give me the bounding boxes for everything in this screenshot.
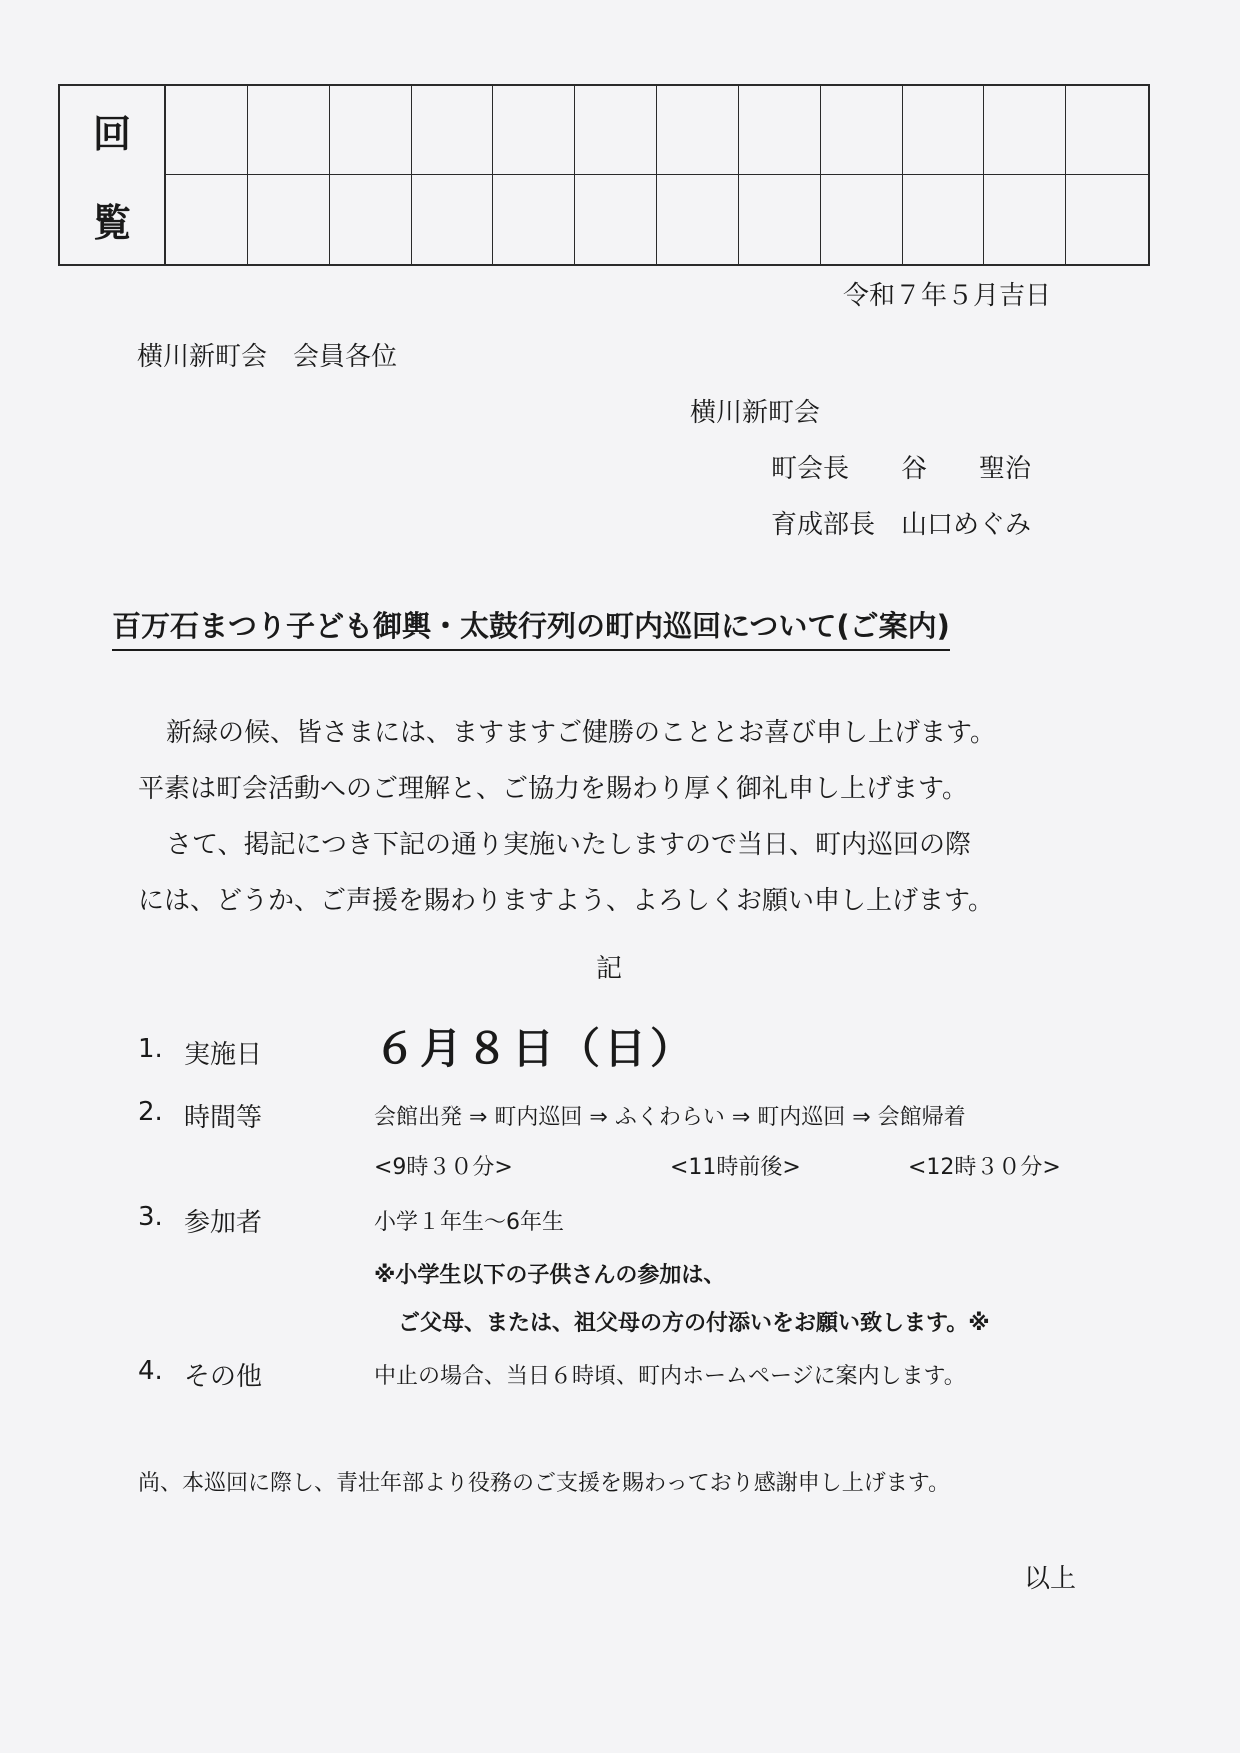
- other-info: 中止の場合、当日６時頃、町内ホームページに案内します。: [374, 1364, 966, 1389]
- time-midpoint: <11時前後>: [670, 1155, 801, 1180]
- stamp-cell: [248, 86, 330, 175]
- item-3-label: 参加者: [184, 1208, 263, 1238]
- stamp-cell: [493, 175, 575, 264]
- stamp-cell: [575, 175, 657, 264]
- sender-chairman: 町会長 谷 聖治: [771, 454, 1032, 484]
- sender-director: 育成部長 山口めぐみ: [771, 510, 1032, 540]
- body-line-4: には、どうか、ご声援を賜わりますよう、よろしくお願い申し上げます。: [138, 886, 994, 916]
- circulation-label-bottom: 覧: [92, 201, 131, 245]
- item-2-label: 時間等: [184, 1103, 263, 1133]
- issue-date: 令和７年５月吉日: [843, 281, 1052, 311]
- stamp-cell: [412, 175, 494, 264]
- closing: 以上: [1024, 1564, 1077, 1594]
- item-4-label: その他: [184, 1362, 263, 1392]
- stamp-cell: [984, 86, 1066, 175]
- stamp-cell: [1066, 86, 1148, 175]
- participants-note-2: ご父母、または、祖父母の方の付添いをお願い致します。※: [398, 1311, 990, 1336]
- circulation-label-top: 回: [92, 112, 131, 156]
- stamp-cell: [1066, 175, 1148, 264]
- circulation-label: [60, 86, 166, 264]
- stamp-cell: [330, 175, 412, 264]
- event-date: ６月８日（日）: [374, 1024, 697, 1073]
- stamp-cell: [903, 175, 985, 264]
- item-4-number: 4.: [138, 1356, 163, 1386]
- ki-heading: 記: [596, 954, 623, 984]
- stamp-cell: [821, 175, 903, 264]
- circulation-stamp-grid: [58, 84, 1150, 266]
- body-line-1: 新緑の候、皆さまには、ますますご健勝のこととお喜び申し上げます。: [166, 718, 996, 748]
- stamp-cell: [166, 175, 248, 264]
- item-1-label: 実施日: [184, 1040, 263, 1070]
- route: 会館出発 ⇒ 町内巡回 ⇒ ふくわらい ⇒ 町内巡回 ⇒ 会館帰着: [374, 1105, 966, 1130]
- time-departure: <9時３０分>: [374, 1155, 513, 1180]
- item-1-number: 1.: [138, 1034, 163, 1064]
- body-line-2: 平素は町会活動へのご理解と、ご協力を賜わり厚く御礼申し上げます。: [138, 774, 968, 804]
- stamp-cell: [984, 175, 1066, 264]
- stamp-cell: [330, 86, 412, 175]
- stamp-cell: [575, 86, 657, 175]
- stamp-cell: [739, 175, 821, 264]
- document-title: 百万石まつり子ども御輿・太鼓行列の町内巡回について(ご案内): [112, 604, 950, 651]
- participants-note-1: ※小学生以下の子供さんの参加は、: [374, 1263, 726, 1288]
- stamp-cell: [821, 86, 903, 175]
- stamp-cell: [657, 86, 739, 175]
- sender-organization: 横川新町会: [690, 398, 821, 428]
- stamp-cell: [903, 86, 985, 175]
- stamp-cell: [166, 86, 248, 175]
- stamp-cell: [493, 86, 575, 175]
- stamp-cell: [657, 175, 739, 264]
- time-return: <12時３０分>: [908, 1155, 1061, 1180]
- stamp-cell: [412, 86, 494, 175]
- addressee: 横川新町会 会員各位: [137, 342, 398, 372]
- participants: 小学１年生～6年生: [374, 1210, 564, 1235]
- stamp-cell: [248, 175, 330, 264]
- body-line-3: さて、掲記につき下記の通り実施いたしますので当日、町内巡回の際: [166, 830, 971, 860]
- item-2-number: 2.: [138, 1097, 163, 1127]
- stamp-cells: [166, 86, 1148, 264]
- item-3-number: 3.: [138, 1202, 163, 1232]
- footer-note: 尚、本巡回に際し、青壮年部より役務のご支援を賜わっており感謝申し上げます。: [138, 1471, 951, 1496]
- stamp-cell: [739, 86, 821, 175]
